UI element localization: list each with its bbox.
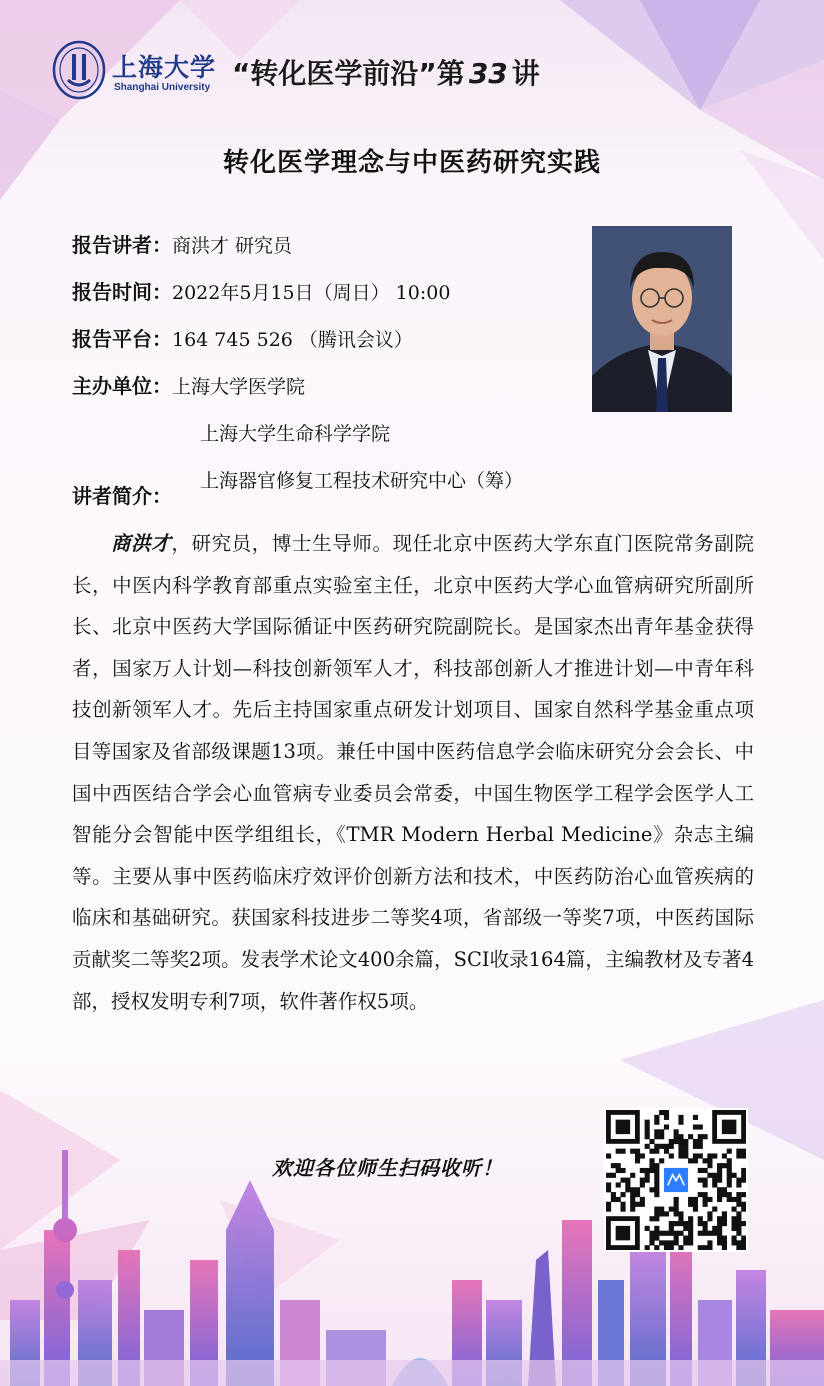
host-row: [72, 363, 523, 410]
intro-heading: 讲者简介：: [72, 484, 172, 508]
time-row: [72, 269, 523, 316]
university-logo: [52, 40, 222, 102]
welcome-message: 欢迎各位师生扫码收听！: [272, 1156, 503, 1180]
bio-text: ，研究员，博士生导师。现任北京中医药大学东直门医院常务副院长，中医内科学教育部重点实验室主任，北京中医药大学心血管病研究所副所长、北京中医药大学国际循证中医药研究院副院长。是国家杰出青年基金获得者，国家万人计划—科技创新领军人才，科技部创新人才推进计划—中青年科技创新领军人才。先后主持国家重点研发计划项目、国家自然科学基金重点项目等国家及省部级课题13项。兼任中国中医药信息学会临床研究分会会长、中国中西医结合学会心血管病专业委员会常委，中国生物医学工程学会医学人工智能分会智能中医学组组长，《TMR Modern Herbal Medicine》杂志主编等。主要从事中医药临床疗效评价创新方法和技术，中医药防治心血管疾病的临床和基础研究。获国家科技进步二等奖4项，省部级一等奖7项，中医药国际贡献奖二等奖2项。发表学术论文400余篇，SCI收录164篇，主编教材及专著4部，授权发明专利7项，软件著作权5项。: [72, 532, 754, 1013]
time-label: 报告时间：: [72, 280, 172, 304]
host-3: 上海器官修复工程技术研究中心（筹）: [200, 470, 524, 492]
speaker-bio: [72, 523, 754, 1022]
qr-code[interactable]: [604, 1108, 748, 1252]
speaker-photo: [592, 226, 732, 412]
talk-info: [72, 222, 523, 504]
host-1: 上海大学医学院: [172, 376, 306, 398]
logo-chinese-name: 上海大学: [112, 53, 217, 82]
platform-row: [72, 316, 523, 363]
host-row-2: [72, 410, 523, 457]
talk-title: 转化医学理念与中医药研究实践: [222, 148, 601, 178]
speaker-value: 商洪才 研究员: [172, 235, 293, 257]
logo-english-name: Shanghai University: [114, 82, 211, 93]
series-suffix: 讲: [511, 57, 540, 90]
host-2: 上海大学生命科学学院: [200, 423, 391, 445]
platform-value: 164 745 526 （腾讯会议）: [172, 329, 413, 351]
bio-name: 商洪才: [111, 532, 172, 555]
speaker-portrait-icon: [592, 226, 732, 412]
platform-label: 报告平台：: [72, 327, 172, 351]
bio-paragraph: [72, 523, 754, 1022]
lecture-series-title: [232, 52, 540, 92]
speaker-label: 报告讲者：: [72, 233, 172, 257]
series-number: 33: [468, 57, 508, 90]
university-seal-icon: [52, 40, 106, 100]
qr-code-icon: [606, 1110, 746, 1250]
series-prefix: “转化医学前沿”第: [232, 57, 465, 90]
host-label: 主办单位：: [72, 374, 172, 398]
speaker-row: [72, 222, 523, 269]
time-value: 2022年5月15日（周日） 10:00: [172, 282, 451, 304]
